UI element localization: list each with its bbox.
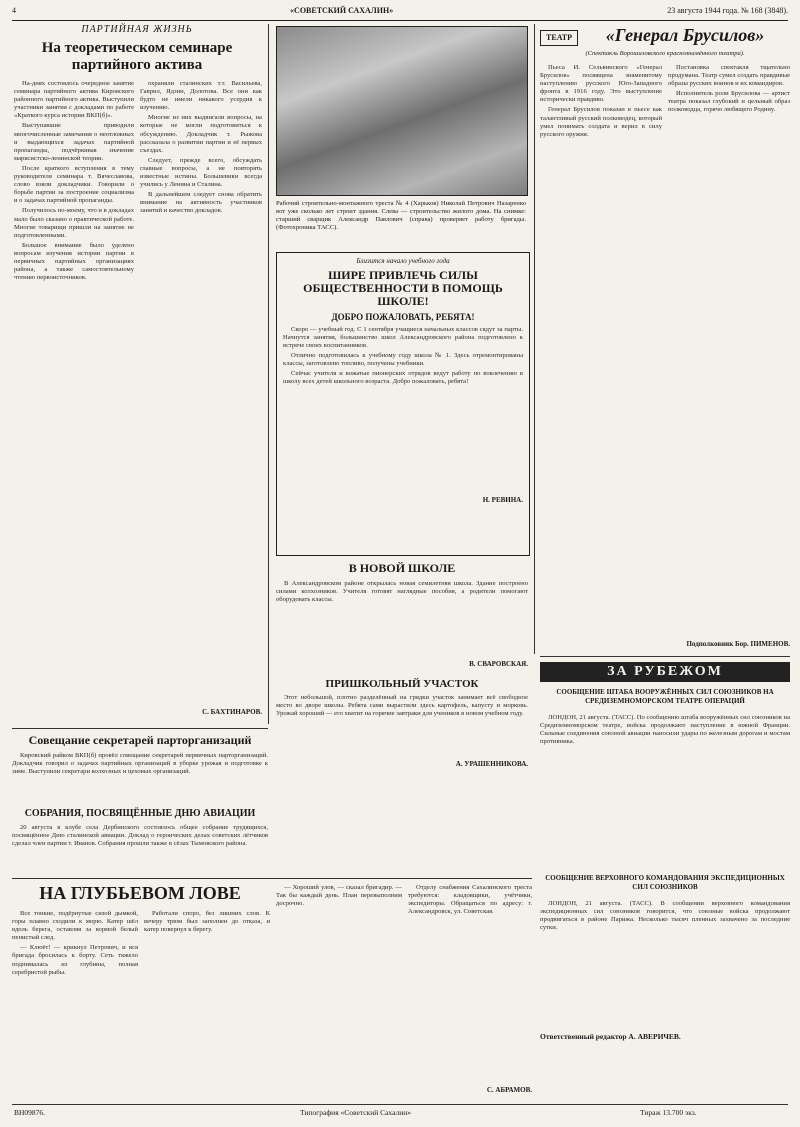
theater-label: ТЕАТР: [540, 30, 578, 46]
party-column-2: [140, 80, 262, 700]
party-rubric: ПАРТИЙНАЯ ЖИЗНЬ: [81, 24, 193, 35]
meeting-title: Совещание секретарей парторганизаций: [28, 733, 252, 747]
abroad-headline: СООБЩЕНИЕ ШТАБА ВООРУЖЁННЫХ СИЛ СОЮЗНИКОВ НА СРЕДИЗЕМНОМОРСКОМ ТЕАТРЕ ОПЕРАЦИЙ: [556, 688, 774, 705]
notice-column: [408, 884, 532, 1034]
school-paragraph: Отлично подготовилась к учебному году школа № 1. Здесь отремонтированы классы, заготовлено топливо, получены учебники.: [283, 351, 523, 367]
paper-name: «СОВЕТСКИЙ САХАЛИН»: [290, 6, 394, 15]
issue-date: 23 августа 1944 года. № 168 (3848).: [667, 6, 788, 15]
theater-paragraph: Генерал Брусилов показан в пьесе как талантливый русский полководец, который умел понимать солдата и верил в силу русского оружия.: [540, 106, 662, 138]
school-title: ШИРЕ ПРИВЛЕЧЬ СИЛЫ ОБЩЕСТВЕННОСТИ В ПОМОЩЬ ШКОЛЕ!: [303, 267, 503, 308]
meeting-text: [12, 752, 268, 804]
page-number: 4: [12, 6, 16, 15]
party-paragraph: На-днях состоялось очередное занятие семинара партийного актива Кировского районного партийного актива. Выступили участники занятия с докладами по работе «Краткого курса истории ВКП(б)».: [14, 80, 134, 120]
theater-column-2: [668, 64, 790, 624]
party-paragraph: Следует, прежде всего, обсуждать главные вопросы, а не повторять известные истины. Большевики всегда учились у Ленина и Сталина.: [140, 156, 262, 189]
school-kicker: Близится начало учебного года: [356, 257, 450, 265]
story-title: НА ГЛУБЬЕВОМ ЛОВЕ: [39, 883, 241, 903]
party-column-1: [14, 80, 134, 720]
photo-credit: (Фотохроника ТАСС).: [276, 224, 338, 231]
column-divider: [534, 24, 535, 654]
party-paragraph: Выступавшие приводили многочисленные замечания о неотложных и выдающихся задачах партийной пропаганды, подчёркивая значение марксистско-ленинской теории.: [14, 122, 134, 162]
aviation-title: СОБРАНИЯ, ПОСВЯЩЁННЫЕ ДНЮ АВИАЦИИ: [24, 808, 256, 819]
new-school-text: [276, 580, 528, 658]
footer-circulation: Тираж 13.700 экз.: [640, 1108, 697, 1117]
story-paragraph: Все тонкие, подёрнутые сизой дымкой, горы плавно сходили к морю. Катер шёл вдоль берега, оставляя за кормой белый пенистый след.: [12, 910, 138, 942]
meeting-paragraph: Кировский райком ВКП(б) провёл совещание секретарей первичных парторганизаций. Докладчик говорил о задачах партийных организаций в уборке урожая и подготовке к зиме. Выступили секретари колхозных и цеховых организаций.: [12, 752, 268, 776]
theater-paragraph: Исполнитель роли Брусилова — артист театра показал глубокий и цельный образ полководца, горячо любящего Родину.: [668, 90, 790, 114]
notice-text: Отделу снабжения Сахалинского треста требуются: кладовщики, учётчики, экспедиторы. Обращаться по адресу: г. Александровск, ул. Советская.: [408, 884, 532, 916]
theater-paragraph: Пьеса И. Сельвинского «Генерал Брусилов» посвящена знаменитому наступлению русского Юго-Западного фронта в 1916 году. Это выступление исторически правдиво.: [540, 64, 662, 104]
section-divider: [12, 878, 532, 879]
footer-divider: [12, 1104, 788, 1105]
theater-signature: Подполковник Бор. ПИМЕНОВ.: [686, 640, 790, 648]
school-paragraph: Сейчас учителя и вожатые пионерских отрядов ведут работу по вовлечению в школу всех детей школьного возраста. Добро пожаловать, ребята!: [283, 370, 523, 386]
plot-signature: А. УРАШЕННИКОВА.: [455, 760, 528, 768]
party-title: На теоретическом семинаре партийного актива: [41, 40, 233, 73]
story-paragraph: Работали споро, без лишних слов. К вечеру трюм был заполнен до отказа, и катер повернул к берегу.: [144, 910, 270, 934]
section-divider: [540, 656, 790, 657]
school-text: [283, 326, 523, 496]
school-paragraph: Скоро — учебный год. С 1 сентября учащиеся начальных классов сядут за парты. Начнутся занятия, большинство школ Александровского района подготовлено к встрече своих воспитанников.: [283, 325, 523, 349]
theater-subtitle: (Спектакль Ворошиловского краснознамённого театра).: [585, 50, 745, 57]
party-paragraph: охраняли сталинских т.т. Васильева, Гаврил, Ядзин, Долотова. Все они как будто не имели никакого усердия к изучению.: [140, 80, 262, 112]
story-column-3: [276, 884, 402, 1094]
editor-line: Ответственный редактор А. АВЕРИЧЕВ.: [540, 1032, 681, 1041]
party-paragraph: После краткого вступления в тему руководителя семинара т. Вячеславова, слово взяли докладчики. Говорили о борьбе партии за построение социализма и о задачах партийной пропаганды.: [14, 164, 134, 205]
school-signature: Н. РЕВИНА.: [482, 495, 523, 504]
photo-caption: [276, 200, 526, 232]
column-divider: [268, 24, 269, 724]
new-school-title: В НОВОЙ ШКОЛЕ: [348, 561, 456, 575]
school-welcome: ДОБРО ПОЖАЛОВАТЬ, РЕБЯТА!: [331, 312, 475, 323]
plot-text: [276, 694, 528, 758]
abroad-paragraph: ЛОНДОН, 21 августа. (ТАСС). По сообщению штаба вооружённых сил союзников на Средиземноморском театре, войска продолжают наступление в южной Франции. Сильные соединения союзной авиации наносили удары по железным дорогам и мостам противника.: [540, 714, 790, 746]
footer-code: ВН09876.: [14, 1108, 46, 1117]
plot-title: ПРИШКОЛЬНЫЙ УЧАСТОК: [325, 678, 479, 690]
story-paragraph: — Хороший улов, — сказал бригадир. — Так бы каждый день. План перевыполним досрочно.: [276, 884, 402, 908]
school-box: [276, 252, 530, 556]
abroad-text-2: [540, 900, 790, 1020]
new-school-paragraph: В Александровском районе открылась новая семилетняя школа. Здание построено силами колхозников. Учителя готовят наглядные пособия, а родители помогают оборудовать классы.: [276, 580, 528, 604]
photo: [276, 26, 528, 196]
abroad-text: [540, 714, 790, 864]
party-paragraph: В дальнейшем следует снова обратить внимание на активность участников занятий и качество докладов.: [140, 191, 262, 215]
footer-printer: Типография «Советский Сахалин»: [300, 1108, 411, 1117]
story-column-2: [144, 910, 270, 1100]
abroad-paragraph: ЛОНДОН, 21 августа. (ТАСС). В сообщении верховного командования экспедиционных сил союзников говорится, что союзные войска продолжают продвигаться в районе Парижа. Несколько тысяч пленных захвачено за последние сутки.: [540, 900, 790, 932]
photo-caption-text: Рабочий строительно-монтажного треста № 4 (Харьков) Николай Петрович Назаренко вот уже сколько лет строит здания. Слева — строительство жилого дома. На снимке: старший сварщик Александр Павлович (справа) проверяет работу бригады.: [276, 200, 526, 223]
section-divider: [12, 728, 268, 729]
theater-title: «Генерал Брусилов»: [605, 25, 765, 45]
aviation-paragraph: 20 августа в клубе села Дербинского состоялось общее собрание трудящихся, посвящённое Дню сталинской авиации. Доклад о героических делах советских лётчиков сделал член партии т. Иванов. Собрания прошли также в сёлах Тымовского района.: [12, 824, 268, 848]
theater-column-1: [540, 64, 662, 644]
party-signature: С. БАХТИНАРОВ.: [202, 708, 262, 716]
abroad-headline-2: СООБЩЕНИЕ ВЕРХОВНОГО КОМАНДОВАНИЯ ЭКСПЕДИЦИОННЫХ СИЛ СОЮЗНИКОВ: [545, 874, 785, 891]
aviation-text: [12, 824, 268, 874]
theater-paragraph: Постановка спектакля тщательно продумана. Театр сумел создать правдивые образы русских воинов и их командиров.: [668, 64, 790, 88]
plot-paragraph: Этот небольшой, плотно разделённый на грядки участок занимает всё свободное место во дворе школы. Ребята сами вырастили здесь картофель, капусту и морковь. Урожай хороший — его хватит на горячие завтраки для учеников в новом учебном году.: [276, 694, 528, 718]
masthead: [12, 6, 788, 21]
new-school-signature: В. СВАРОВСКАЯ.: [469, 660, 528, 668]
party-paragraph: Многие из них выдвигали вопросы, на которые не могли подготовиться к обсуждению. Докладчик т. Рыжова рассказала о развитии партии и её первых съездах.: [140, 114, 262, 154]
party-paragraph: Большое внимание было уделено вопросам изучения истории партии в первичных партийных организациях района, а также самостоятельному чтению первоисточников.: [14, 241, 134, 282]
story-column-1: [12, 910, 138, 1100]
party-paragraph: Получилось по-моему, что и в докладах мало было сказано о практической работе. Многие товарищи пришли на занятие не подготовленными.: [14, 207, 134, 239]
story-paragraph: — Клюёт! — крикнул Петрович, и вся бригада бросилась к борту. Сеть тяжело поднималась из глубины, полная серебристой рыбы.: [12, 944, 138, 976]
story-signature: С. АБРАМОВ.: [486, 1086, 532, 1094]
abroad-label: ЗА РУБЕЖОМ: [540, 662, 790, 682]
